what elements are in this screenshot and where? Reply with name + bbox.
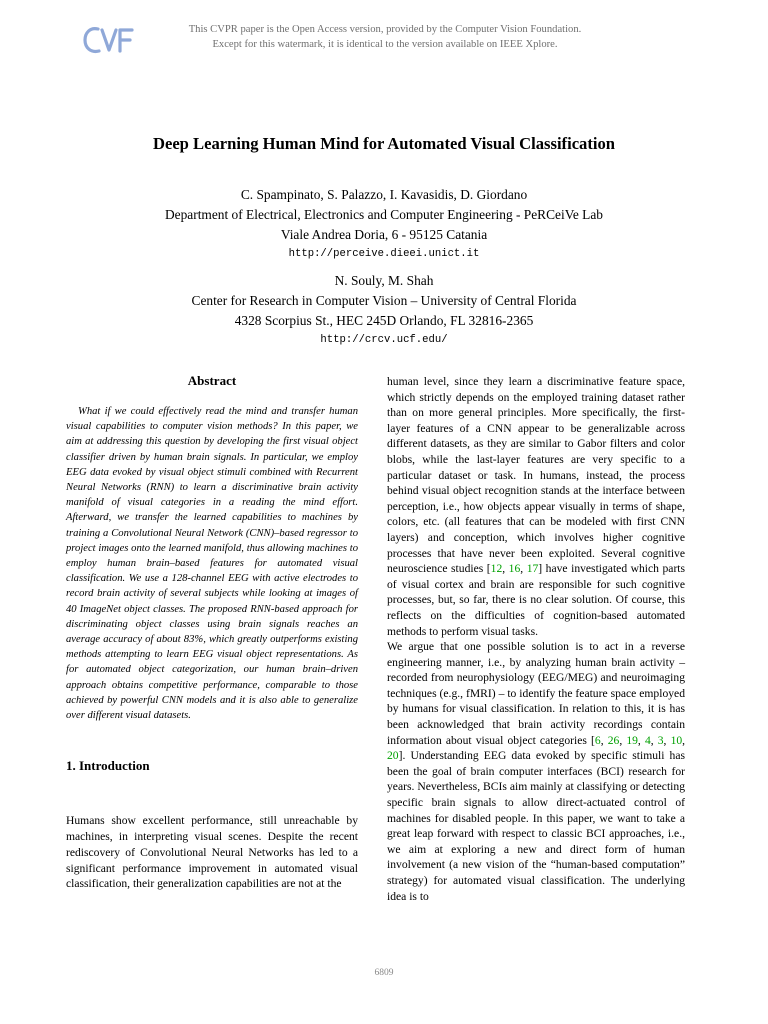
affiliation-url-2[interactable]: http://crcv.ucf.edu/ (320, 334, 448, 346)
right-paragraph-2: We argue that one possible solution is to act in a reverse engineering manner, i.e., by analyzing human brain activity – recorded from neurophysiology (EEG/MEG) and neuroimaging techniques (e.g., fMRI) – to identify the feature space employed by humans for visual classification. In relation to this, it is has been acknowledged that brain activity recordings contain information about visual object categories [6, 26, 19, 4, 3, 10, 20]. Understanding EEG data evoked by specific stimuli has been the goal of brain computer interfaces (BCI) research for years. Nevertheless, BCIs aim mainly at classifying or detecting specific brain signals to allow direct-actuated control of machines for disabled people. In this paper, we want to take a great leap forward with respect to classic BCI approaches, i.e., we aim at exploring a new and direct form of human involvement (a new vision of the “human-based computation” strategy) for automated visual classification. The underlying idea is to (387, 640, 686, 903)
watermark-line-2: Except for this watermark, it is identical to the version available on IEEE Xplore. (212, 39, 558, 50)
paragraph-2-part-a: We argue that one possible solution is to act in a reverse engineering manner, i.e., by analyzing human brain activity – recorded from neurophysiology (EEG/MEG) and neuroimaging techniques (e.g., fMRI) – to identify the feature space employed by humans for visual classification. In relation to this, it is has been acknowledged that brain activity recordings contain information about visual object categories [ (387, 640, 685, 747)
left-column (66, 372, 358, 892)
paper-title: Deep Learning Human Mind for Automated Visual Classification (152, 134, 616, 153)
abstract-text: What if we could effectively read the mind and transfer human visual capabilities to computer vision methods? In this paper, we aim at addressing this question by developing the first visual object classifier driven by human brain signals. In particular, we employ EEG data evoked by visual object stimuli combined with Recurrent Neural Networks (RNN) to learn a discriminative brain activity manifold of visual categories in a reading the mind effort. Afterward, we transfer the learned capabilities to machines by training a Convolutional Neural Network (CNN)–based regressor to project images onto the learned manifold, thus allowing machines to employ human brain–based features for automated visual classification. We use a 128-channel EEG with active electrodes to record brain activity of several subjects while looking at images of 40 ImageNet object classes. The proposed RNN-based approach for discriminating object classes using brain signals reaches an average accuracy of about 83%, which greatly outperforms existing methods attempting to learn EEG visual object representations. As for automated object categorization, our human brain–driven approach obtains competitive performance, comparable to those achieved by powerful CNN models and it is also able to generalize over different visual datasets. (66, 406, 358, 722)
paragraph-1-part-b: ] have investigated which parts of visual cortex and brain are responsible for such cognitive processes, but, so far, there is no clear solution. Of course, this reflects on the difficulties of cognition-based automated methods to perform visual tasks. (387, 562, 686, 638)
introduction-heading: 1. Introduction (66, 758, 150, 774)
affiliation-url-1[interactable]: http://perceive.dieei.unict.it (288, 248, 480, 260)
citation-link[interactable]: 3 (657, 733, 664, 747)
page-number: 6809 (374, 968, 394, 978)
abstract-heading: Abstract (187, 373, 237, 388)
cvf-logo-icon (82, 20, 138, 60)
affiliation-address-2: 4328 Scorpius St., HEC 245D Orlando, FL 32816-2365 (234, 313, 534, 328)
introduction-paragraph: Humans show excellent performance, still unreachable by machines, in interpreting visual scenes. Despite the recent rediscovery of Convolutional Neural Networks has led to a significant performance improvement in automated visual classification, their generalization capabilities are not at the (66, 814, 358, 891)
right-column (387, 374, 685, 904)
affiliation-dept-1: Department of Electrical, Electronics and Computer Engineering - PeRCeiVe Lab (164, 207, 604, 222)
citation-link[interactable]: 16 (508, 562, 521, 576)
affiliation-address-1: Viale Andrea Doria, 6 - 95125 Catania (280, 227, 488, 242)
paragraph-2-part-b: ]. Understanding EEG data evoked by specific stimuli has been the goal of brain computer interfaces (BCI) research for years. Nevertheless, BCIs aim mainly at classifying or detecting specific brain signals to allow direct-actuated control of machines for disabled people. In this paper, we want to take a great leap forward with respect to classic BCI approaches, i.e., we aim at exploring a new and direct form of human involvement (a new vision of the “human-based computation” strategy) for automated visual classification. The underlying idea is to (387, 749, 685, 903)
citation-link[interactable]: 26 (607, 733, 620, 747)
affiliation-center-2: Center for Research in Computer Vision – University of Central Florida (191, 293, 577, 308)
watermark-line-1: This CVPR paper is the Open Access version, provided by the Computer Vision Foundation. (188, 24, 582, 35)
paragraph-1-part-a: human level, since they learn a discriminative feature space, which strictly depends on the employed training dataset rather than on more general principles. More specifically, the first-layer features of a CNN appear to be generalizable across different datasets, as they are similar to Gabor filters and color blobs, while the last-layer features are very specific to a particular dataset or task. In humans, instead, the process behind visual object recognition stands at the interface between perception, i.e., how objects appear visually in terms of shape, colors, etc. (all features that can be modeled with first CNN layers) and conception, which involves higher cognitive processes that have never been exploited. Several cognitive neuroscience studies [ (387, 375, 685, 576)
citation-link[interactable]: 20 (387, 749, 399, 763)
citation-link[interactable]: 17 (526, 562, 539, 576)
citation-link[interactable]: 6 (594, 733, 601, 747)
author-names-2: N. Souly, M. Shah (334, 273, 434, 288)
open-access-watermark (150, 22, 620, 52)
right-paragraph-1: human level, since they learn a discriminative feature space, which strictly depends on the employed training dataset rather than on more general principles. More specifically, the first-layer features of a CNN appear to be generalizable across different datasets, as they are similar to Gabor filters and color blobs, while the last-layer features are very specific to a particular dataset or task. In humans, instead, the process behind visual object recognition stands at the interface between perception, i.e., how objects appear visually in terms of shape, colors, etc. (all features that can be modeled with first CNN layers) and conception, which involves higher cognitive processes that have never been exploited. Several cognitive neuroscience studies [12, 16, 17] have investigated which parts of visual cortex and brain are responsible for such cognitive processes, but, so far, there is no clear solution. Of course, this reflects on the difficulties of cognition-based automated methods to perform visual tasks. (387, 375, 686, 638)
citation-link[interactable]: 19 (626, 733, 638, 747)
citation-link[interactable]: 12 (490, 562, 503, 576)
citation-link[interactable]: 10 (670, 733, 683, 747)
author-names-1: C. Spampinato, S. Palazzo, I. Kavasidis, D. Giordano (240, 187, 528, 202)
authors-block (0, 185, 768, 349)
citation-link[interactable]: 4 (644, 733, 651, 747)
